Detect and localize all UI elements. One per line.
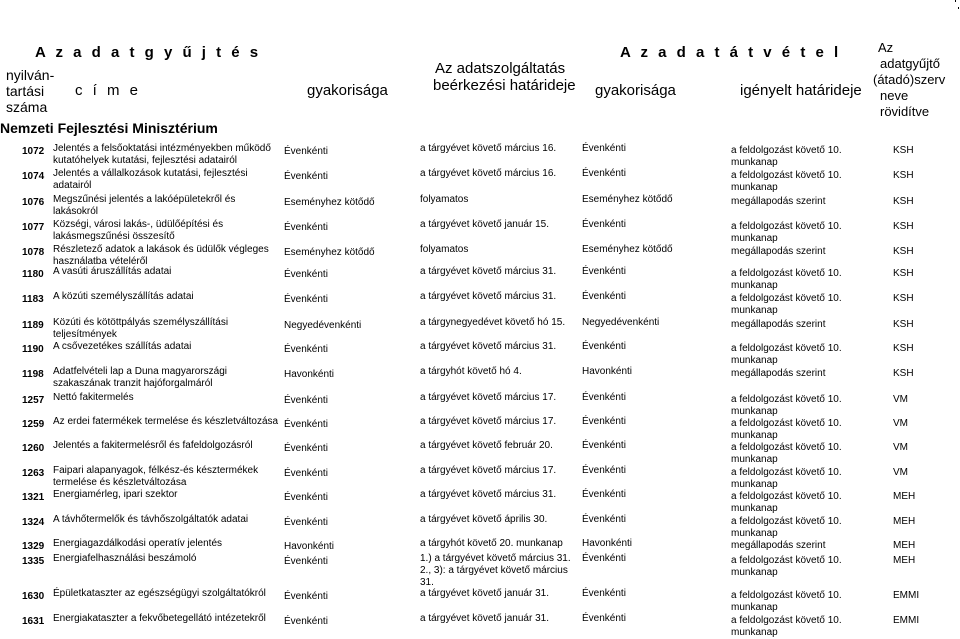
row-title: Közúti és kötöttpályás személyszállítási [53,317,229,328]
row-source-agency: KSH [893,293,914,304]
row-title: használatba vételéről [53,256,148,267]
row-transfer-frequency: Évenkénti [582,266,626,277]
header-adatgyujto-line: rövidítve [880,104,930,119]
row-number: 1190 [22,344,44,355]
row-title: kutatóhelyek kutatási, fejlesztési adatairól [53,155,237,166]
row-title: Épületkataszter az egészségügyi szolgáltatókról [53,588,266,599]
row-frequency: Évenkénti [284,616,328,627]
row-source-agency: MEH [893,540,916,551]
row-transfer-frequency: Évenkénti [582,440,626,451]
row-source-agency: KSH [893,246,914,257]
row-requested-deadline: a feldolgozást követő 10. [731,615,842,626]
row-requested-deadline: a feldolgozást követő 10. [731,145,842,156]
row-deadline: a tárgyévet követő január 31. [420,613,549,624]
row-deadline: a tárgyévet követő március 17. [420,392,557,403]
row-transfer-frequency: Évenkénti [582,291,626,302]
row-requested-deadline: a feldolgozást követő 10. [731,491,842,502]
row-source-agency: VM [893,442,908,453]
row-title: Energiamérleg, ipari szektor [53,489,178,500]
row-transfer-frequency: Évenkénti [582,553,626,564]
row-title: adatairól [53,180,92,191]
row-requested-deadline: munkanap [731,233,778,244]
header-gyakorisaga: gyakorisága [307,82,388,99]
ministry-heading: Nemzeti Fejlesztési Minisztérium [0,120,218,136]
row-requested-deadline: megállapodás szerint [731,368,826,379]
header-nyilv-line: száma [6,99,48,115]
row-title: A távhőtermelők és távhőszolgáltatók adatai [53,514,249,525]
row-frequency: Eseményhez kötődő [284,247,375,258]
row-transfer-frequency: Évenkénti [582,143,626,154]
row-requested-deadline: megállapodás szerint [731,196,826,207]
row-frequency: Havonkénti [284,369,335,380]
row-deadline: a tárgyévet követő március 31. [420,266,557,277]
row-requested-deadline: a feldolgozást követő 10. [731,467,842,478]
row-frequency: Évenkénti [284,419,328,430]
row-title: teljesítmények [53,329,117,340]
row-source-agency: KSH [893,221,914,232]
row-source-agency: KSH [893,145,914,156]
row-title: A közúti személyszállítás adatai [53,291,194,302]
row-frequency: Évenkénti [284,443,328,454]
row-source-agency: VM [893,467,908,478]
row-source-agency: EMMI [893,590,920,601]
row-transfer-frequency: Évenkénti [582,168,626,179]
header-cime: c í m e [75,82,142,99]
row-requested-deadline: a feldolgozást követő 10. [731,516,842,527]
row-deadline: folyamatos [420,244,469,255]
row-deadline: a tárgyévet követő március 16. [420,143,557,154]
row-requested-deadline: a feldolgozást követő 10. [731,590,842,601]
row-source-agency: VM [893,394,908,405]
row-number: 1074 [22,171,45,182]
row-deadline: a tárgyévet követő január 31. [420,588,549,599]
row-frequency: Évenkénti [284,556,328,567]
row-title: Energiafelhasználási beszámoló [53,553,197,564]
row-frequency: Évenkénti [284,591,328,602]
row-frequency: Havonkénti [284,541,335,552]
row-requested-deadline: munkanap [731,406,778,417]
row-requested-deadline: munkanap [731,479,778,490]
row-number: 1077 [22,222,45,233]
row-transfer-frequency: Évenkénti [582,341,626,352]
row-requested-deadline: munkanap [731,567,778,578]
row-title: Nettó fakitermelés [53,392,134,403]
row-requested-deadline: munkanap [731,627,778,638]
row-requested-deadline: a feldolgozást követő 10. [731,418,842,429]
row-number: 1260 [22,443,45,454]
row-frequency: Negyedévenkénti [284,320,362,331]
row-transfer-frequency: Évenkénti [582,514,626,525]
row-frequency: Évenkénti [284,222,328,233]
row-requested-deadline: a feldolgozást követő 10. [731,170,842,181]
row-title: Energiakataszter a fekvőbetegellátó intézetekről [53,613,266,624]
row-requested-deadline: a feldolgozást követő 10. [731,293,842,304]
row-requested-deadline: munkanap [731,454,778,465]
corner-mark [955,0,956,2]
row-deadline: 1.) a tárgyévet követő március 31. 2., 3): a tárgyévet követő március 31. [420,553,571,588]
row-source-agency: KSH [893,268,914,279]
row-frequency: Eseményhez kötődő [284,197,375,208]
row-number: 1324 [22,517,45,528]
row-source-agency: VM [893,418,908,429]
row-deadline: a tárgynegyedévet követő hó 15. [420,317,566,328]
header-adatgyujto-line: (átadó)szerv [873,72,946,87]
header-nyilv [6,67,54,115]
header-adatgyujto [870,40,945,120]
row-frequency: Évenkénti [284,269,328,280]
row-deadline: a tárgyévet követő március 16. [420,168,557,179]
row-number: 1189 [22,320,44,331]
row-source-agency: EMMI [893,615,920,626]
row-requested-deadline: munkanap [731,528,778,539]
header-adatgyujto-line: Az [878,40,894,55]
row-transfer-frequency: Évenkénti [582,588,626,599]
row-number: 1257 [22,395,45,406]
header-adatszolg [433,60,576,94]
row-transfer-frequency: Évenkénti [582,219,626,230]
row-title: lakásmegszűnési összesítő [53,231,175,242]
row-requested-deadline: a feldolgozást követő 10. [731,343,842,354]
row-number: 1072 [22,146,45,157]
row-requested-deadline: munkanap [731,355,778,366]
row-transfer-frequency: Eseményhez kötődő [582,194,673,205]
row-requested-deadline: munkanap [731,280,778,291]
row-title: Jelentés a vállalkozások kutatási, fejlesztési [53,168,248,179]
row-requested-deadline: munkanap [731,602,778,613]
row-transfer-frequency: Havonkénti [582,538,633,549]
row-title: Községi, városi lakás-, üdülőépítési és [53,219,224,230]
header-adatatvetel: A z a d a t á t v é t e l [620,44,842,61]
row-source-agency: KSH [893,170,914,181]
row-requested-deadline: munkanap [731,182,778,193]
row-requested-deadline: a feldolgozást követő 10. [731,221,842,232]
row-deadline: a tárgyévet követő március 31. [420,489,557,500]
row-title: Részletező adatok a lakások és üdülők végleges [53,244,269,255]
row-title: A vasúti áruszállítás adatai [53,266,172,277]
header-nyilv-line: tartási [6,83,45,99]
row-source-agency: KSH [893,343,914,354]
row-deadline: a tárgyhót követő hó 4. [420,366,522,377]
row-deadline: a tárgyévet követő április 30. [420,514,548,525]
row-deadline: a tárgyévet követő március 31. [420,341,557,352]
header-adatszolg-line: Az adatszolgáltatás [435,60,566,77]
row-number: 1183 [22,294,44,305]
row-title: Adatfelvételi lap a Duna magyarországi [53,366,227,377]
row-transfer-frequency: Eseményhez kötődő [582,244,673,255]
row-title: Faipari alapanyagok, félkész-és késztermékek [53,465,259,476]
row-deadline: a tárgyévet követő március 17. [420,465,557,476]
row-frequency: Évenkénti [284,517,328,528]
row-frequency: Évenkénti [284,468,328,479]
row-requested-deadline: a feldolgozást követő 10. [731,442,842,453]
row-number: 1076 [22,197,45,208]
row-number: 1335 [22,556,45,567]
row-title: A csővezetékes szállítás adatai [53,341,192,352]
row-title: Jelentés a felsőoktatási intézményekben működő [53,143,271,154]
row-title: Energiagazdálkodási operatív jelentés [53,538,222,549]
row-frequency: Évenkénti [284,171,328,182]
row-title: Jelentés a fakitermelésről és fafeldolgozásról [53,440,253,451]
row-transfer-frequency: Évenkénti [582,416,626,427]
header-nyilv-line: nyilván- [6,67,55,83]
row-frequency: Évenkénti [284,395,328,406]
row-requested-deadline: megállapodás szerint [731,319,826,330]
row-source-agency: KSH [893,319,914,330]
row-source-agency: KSH [893,368,914,379]
row-transfer-frequency: Évenkénti [582,465,626,476]
header-gyakorisaga2: gyakorisága [595,82,676,99]
corner-mark [958,7,959,9]
row-title: szakaszának tranzit hajóforgalmáról [53,378,213,389]
header-igenyelt: igényelt határideje [740,82,862,99]
row-requested-deadline: megállapodás szerint [731,540,826,551]
row-deadline: a tárgyévet követő március 31. [420,291,557,302]
row-frequency: Évenkénti [284,492,328,503]
row-number: 1078 [22,247,45,258]
row-requested-deadline: munkanap [731,305,778,316]
row-deadline: a tárgyévet követő január 15. [420,219,549,230]
header-adatgyujto-line: adatgyűjtő [880,56,940,71]
row-frequency: Évenkénti [284,344,328,355]
row-number: 1180 [22,269,44,280]
row-frequency: Évenkénti [284,146,328,157]
row-number: 1630 [22,591,45,602]
row-number: 1263 [22,468,45,479]
row-deadline: folyamatos [420,194,469,205]
row-requested-deadline: munkanap [731,430,778,441]
row-transfer-frequency: Negyedévenkénti [582,317,660,328]
row-source-agency: KSH [893,196,914,207]
row-source-agency: MEH [893,555,916,566]
row-deadline: a tárgyévet követő március 17. [420,416,557,427]
row-deadline: a tárgyévet követő február 20. [420,440,553,451]
row-frequency: Évenkénti [284,294,328,305]
row-number: 1198 [22,369,44,380]
row-transfer-frequency: Havonkénti [582,366,633,377]
row-number: 1321 [22,492,45,503]
row-requested-deadline: a feldolgozást követő 10. [731,394,842,405]
row-transfer-frequency: Évenkénti [582,613,626,624]
row-source-agency: MEH [893,491,916,502]
row-title: termelése és készletváltozása [53,477,187,488]
header-adatszolg-line: beérkezési határideje [433,77,576,94]
row-requested-deadline: a feldolgozást követő 10. [731,268,842,279]
row-requested-deadline: megállapodás szerint [731,246,826,257]
row-requested-deadline: munkanap [731,503,778,514]
row-number: 1259 [22,419,45,430]
header-adatgyujto-line: neve [880,88,909,103]
row-requested-deadline: munkanap [731,157,778,168]
row-source-agency: MEH [893,516,916,527]
row-deadline: a tárgyhót követő 20. munkanap [420,538,563,549]
row-title: Megszűnési jelentés a lakóépületekről és [53,194,236,205]
row-number: 1631 [22,616,45,627]
row-requested-deadline: a feldolgozást követő 10. [731,555,842,566]
row-transfer-frequency: Évenkénti [582,489,626,500]
header-adatgyujtes: A z a d a t g y ű j t é s [35,44,262,61]
row-transfer-frequency: Évenkénti [582,392,626,403]
row-title: Az erdei fatermékek termelése és készletváltozása [53,416,279,427]
row-title: lakásokról [53,206,99,217]
row-number: 1329 [22,541,45,552]
